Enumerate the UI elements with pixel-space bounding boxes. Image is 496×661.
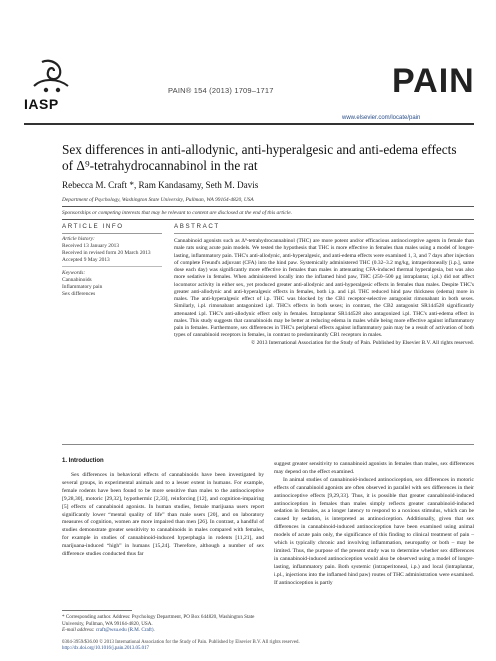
publication-info [62,640,474,653]
author-affiliation: Department of Psychology, Washington State University, Pullman, WA 99164-4820, USA [62,197,254,203]
issn-line: 0304-3959/$36.00 © 2013 International Association for the Study of Pain. Published by Elsevier B.V. All rights reserved. [62,640,300,645]
body-paragraph: Sex differences in behavioral effects of cannabinoids have been investigated by several groups, in experimental animals and to a lesser extent in humans. For example, female rodents have been found to be more sensitive than males to the antinociceptive [9,28,30], motoric [29,32], hypothermic [2,33], reinforcing [12], and cognition-impairing [5] effects of cannabinoid agonists. In human studies, female marijuana users report significantly lower “mental quality of life” than male users [20], and on laboratory measures of cognition, women are more impaired than men [26]. In contrast, a handful of studies demonstrate greater sensitivity to cannabinoids in males compared with females, for example in studies of cannabinoid-induced hyperphagia in rodents [11,21], and marijuana-induced “high” in humans [15,24]. Therefore, although a number of sex difference studies conducted thus far [62,472,264,558]
divider [62,206,474,207]
abstract-body [174,238,474,347]
email-line [62,627,268,634]
divider [62,233,162,234]
keywords-label: Keywords: [62,270,86,276]
article-authors: Rebecca M. Craft *, Ram Kandasamy, Seth M. Davis [62,180,259,190]
abstract-heading: ABSTRACT [174,223,220,230]
body-column-right [274,461,474,588]
footnote-rule [62,610,132,611]
keyword-item: Inflammatory pain [62,284,103,290]
revised-date: Received in revised form 20 March 2013 [62,250,151,256]
iasp-logo-text: IASP [24,96,59,112]
abstract-copyright: © 2013 International Association for the Study of Pain. Published by Elsevier B.V. All rights reserved. [251,339,474,346]
abstract-text: Cannabinoid agonists such as Δ⁹-tetrahydrocannabinol (THC) are more potent and/or efficacious antinociceptive agents in female than male rats using acute pain models. We tested the hypothesis that THC is more effective in females than males using a model of longer-lasting, inflammatory pain. THC's anti-allodynic, anti-hyperalgesic, and anti-edema effects were examined 1, 3, and 7 days after injection of complete Freund's adjuvant (CFA) into the hind paw. Systemically administered THC (0.32–3.2 mg/kg, intraperitoneally [i.p.], same dose each day) was significantly more effective in females than males in attenuating CFA-induced thermal hyperalgesia, but was also more sedative in females. When administered locally into the inflamed hind paw, THC (250–500 μg intraplantar, i.pl.) did not affect locomotor activity in either sex, yet produced greater anti-allodynic and anti-hyperalgesic effects in females than males. Despite THC's greater anti-allodynic and anti-hyperalgesic effects in females, both i.p. and i.pl. THC reduced hind paw thickness (edema) more in males. The anti-hyperalgesic effect of i.p. THC was blocked by the CB1 receptor-selective antagonist rimonabant in both sexes. Similarly, i.pl. rimonabant antagonized i.pl. THC's effects in both sexes; in contrast, the CB2 antagonist SR144528 significantly attenuated i.pl. THC's anti-allodynic effect only in females. Intraplantar SR144528 also antagonized i.pl. THC's anti-edema effect in males. This study suggests that cannabinoids may be better at reducing edema in males while being more effective against inflammatory pain in females. Furthermore, sex differences in THC's peripheral effects against inflammatory pain may be a result of activation of both types of cannabinoid receptors in females, in contrast to predominantly CB1 receptors in males. [174,238,474,339]
divider [62,444,474,445]
doi-link[interactable]: http://dx.doi.org/10.1016/j.pain.2013.05.017 [62,646,149,652]
corresponding-author-note: * Corresponding author. Address: Psychology Department, PO Box 644820, Washington State University, Pullman, WA 99164-4820, USA. [62,614,255,627]
article-history [62,236,151,264]
divider [62,219,474,220]
journal-citation: PAIN® 154 (2013) 1709–1717 [168,86,274,95]
received-date: Received 13 January 2013 [62,243,120,249]
keyword-item: Sex differences [62,291,96,297]
keyword-item: Cannabinoids [62,277,92,283]
iasp-logo [24,56,86,116]
section-heading: 1. Introduction [62,458,104,464]
divider [174,233,474,234]
history-label: Article history: [62,236,95,242]
article-title: Sex differences in anti-allodynic, anti-hyperalgesic and anti-edema effects of Δ⁹-tetrahydrocannabinol in the rat [62,142,457,173]
journal-homepage-link[interactable]: www.elsevier.com/locate/pain [342,115,421,121]
header-rule [24,123,474,125]
sponsorship-note: Sponsorships or competing interests that may be relevant to content are disclosed at the end of this article. [62,210,292,216]
divider [62,266,162,267]
body-column-left [62,472,264,559]
body-paragraph: suggest greater sensitivity to cannabinoid agonists in females than males, sex differences may depend on the effect examined. [274,461,474,475]
footnote [62,614,268,634]
accepted-date: Accepted 9 May 2013 [62,257,110,263]
email-label: E-mail address: [62,627,95,634]
article-info-heading: ARTICLE INFO [62,223,124,230]
body-paragraph: In animal studies of cannabinoid-induced antinociception, sex differences in motoric effects of cannabinoid agonists are often observed in parallel with sex differences in their antinociceptive effects [9,29,33]. Thus, it is possible that greater cannabinoid-induced antinociception in females than males simply reflects greater cannabinoid-induced sedation in females, as a longer latency to respond to a noxious stimulus, which can be caused by sedation, is interpreted as antinociception. Additionally, given that sex differences in cannabinoid-induced antinociception have been examined using animal models of acute pain only, the significance of this finding to clinical treatment of pain – which is typically chronic and involving inflammation, neuropathy or both – may be limited. Thus, the purpose of the present study was to determine whether sex differences in cannabinoid-induced antinociception would also be observed using a model of longer-lasting, inflammatory pain. Both systemic (intraperitoneal, i.p.) and local (intraplantar, i.pl., injections into the inflamed hind paw) routes of THC administration were examined. If antinociception is partly [274,476,474,586]
keywords-block [62,270,102,298]
email-link[interactable]: craft@wsu.edu (R.M. Craft). [95,627,155,634]
journal-logo: PAIN [392,62,475,100]
